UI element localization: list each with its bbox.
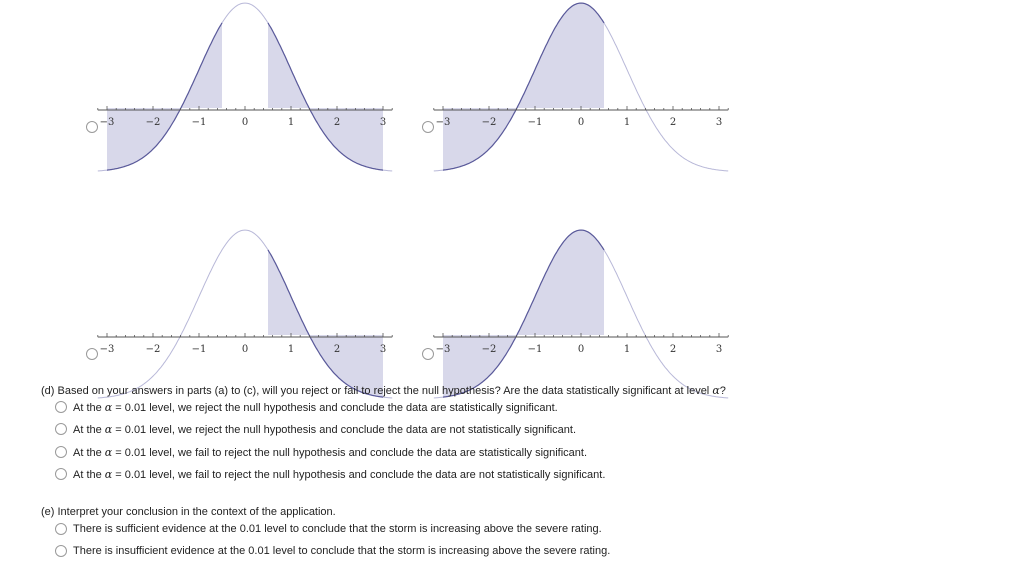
tick-label: 1 bbox=[623, 344, 631, 355]
tick-label: 3 bbox=[379, 344, 387, 355]
tick-label: −2 bbox=[481, 344, 497, 355]
tick-label: 1 bbox=[287, 117, 295, 128]
part-d-question-text: (d) Based on your answers in parts (a) to (c), will you reject or fail to reject the null hypothesis? Are the data statistically significant at level bbox=[41, 385, 713, 397]
radio-button[interactable] bbox=[55, 468, 67, 480]
tick-label: −1 bbox=[191, 344, 207, 355]
part-d-question-end: ? bbox=[719, 385, 726, 397]
option-label: There is insufficient evidence at the 0.01 level to conclude that the storm is increasing above the severe rating. bbox=[73, 545, 611, 557]
shaded-region bbox=[443, 230, 604, 397]
shaded-region bbox=[268, 23, 383, 170]
part-d-option-1[interactable] bbox=[55, 399, 558, 415]
part-e-option-2[interactable] bbox=[55, 543, 610, 559]
alpha-symbol: α bbox=[104, 400, 113, 414]
alpha-symbol: α bbox=[712, 384, 720, 397]
tick-label: −3 bbox=[99, 344, 115, 355]
option-label: At the α = 0.01 level, we reject the null hypothesis and conclude the data are not statistically significant. bbox=[73, 422, 577, 436]
normal-curve-svg bbox=[432, 0, 752, 150]
radio-button[interactable] bbox=[55, 423, 67, 435]
part-e-question: (e) Interpret your conclusion in the context of the application. bbox=[41, 506, 336, 518]
normal-curve-graph-4 bbox=[432, 227, 752, 377]
tick-label: 0 bbox=[577, 117, 585, 128]
tick-label: 2 bbox=[333, 117, 341, 128]
normal-curve-svg bbox=[96, 0, 416, 150]
tick-label: 3 bbox=[715, 344, 723, 355]
shaded-region bbox=[443, 3, 604, 170]
alpha-symbol: α bbox=[104, 445, 113, 459]
tick-label: −3 bbox=[99, 117, 115, 128]
radio-button[interactable] bbox=[55, 545, 67, 557]
normal-curve-svg bbox=[432, 227, 752, 377]
normal-curve-graph-1 bbox=[96, 0, 416, 150]
part-d-question bbox=[41, 384, 726, 398]
tick-label: 2 bbox=[333, 344, 341, 355]
tick-label: 0 bbox=[241, 344, 249, 355]
normal-curve-svg bbox=[96, 227, 416, 377]
tick-label: 0 bbox=[577, 344, 585, 355]
part-d-option-3[interactable] bbox=[55, 444, 587, 460]
tick-label: 3 bbox=[379, 117, 387, 128]
alpha-symbol: α bbox=[104, 422, 113, 436]
tick-label: −1 bbox=[191, 117, 207, 128]
tick-label: −2 bbox=[145, 344, 161, 355]
option-label: At the α = 0.01 level, we reject the null hypothesis and conclude the data are statistically significant. bbox=[73, 400, 558, 414]
part-d-option-2[interactable] bbox=[55, 421, 576, 437]
tick-label: 1 bbox=[623, 117, 631, 128]
tick-label: −2 bbox=[481, 117, 497, 128]
tick-label: 2 bbox=[669, 117, 677, 128]
radio-button[interactable] bbox=[55, 523, 67, 535]
shaded-region bbox=[107, 23, 222, 170]
tick-label: 2 bbox=[669, 344, 677, 355]
normal-curve-graph-3 bbox=[96, 227, 416, 377]
tick-label: −3 bbox=[435, 344, 451, 355]
alpha-symbol: α bbox=[104, 467, 113, 481]
tick-label: 1 bbox=[287, 344, 295, 355]
option-label: There is sufficient evidence at the 0.01 level to conclude that the storm is increasing above the severe rating. bbox=[73, 523, 602, 535]
tick-label: −1 bbox=[527, 117, 543, 128]
part-d-option-4[interactable] bbox=[55, 466, 605, 482]
option-label: At the α = 0.01 level, we fail to reject the null hypothesis and conclude the data are not statistically significant. bbox=[73, 467, 606, 481]
normal-curve-graph-2 bbox=[432, 0, 752, 150]
option-label: At the α = 0.01 level, we fail to reject the null hypothesis and conclude the data are statistically significant. bbox=[73, 445, 588, 459]
tick-label: −1 bbox=[527, 344, 543, 355]
tick-label: 3 bbox=[715, 117, 723, 128]
tick-label: −3 bbox=[435, 117, 451, 128]
radio-button[interactable] bbox=[55, 446, 67, 458]
shaded-region bbox=[268, 250, 383, 397]
part-e-option-1[interactable] bbox=[55, 521, 602, 537]
tick-label: −2 bbox=[145, 117, 161, 128]
tick-label: 0 bbox=[241, 117, 249, 128]
radio-button[interactable] bbox=[55, 401, 67, 413]
